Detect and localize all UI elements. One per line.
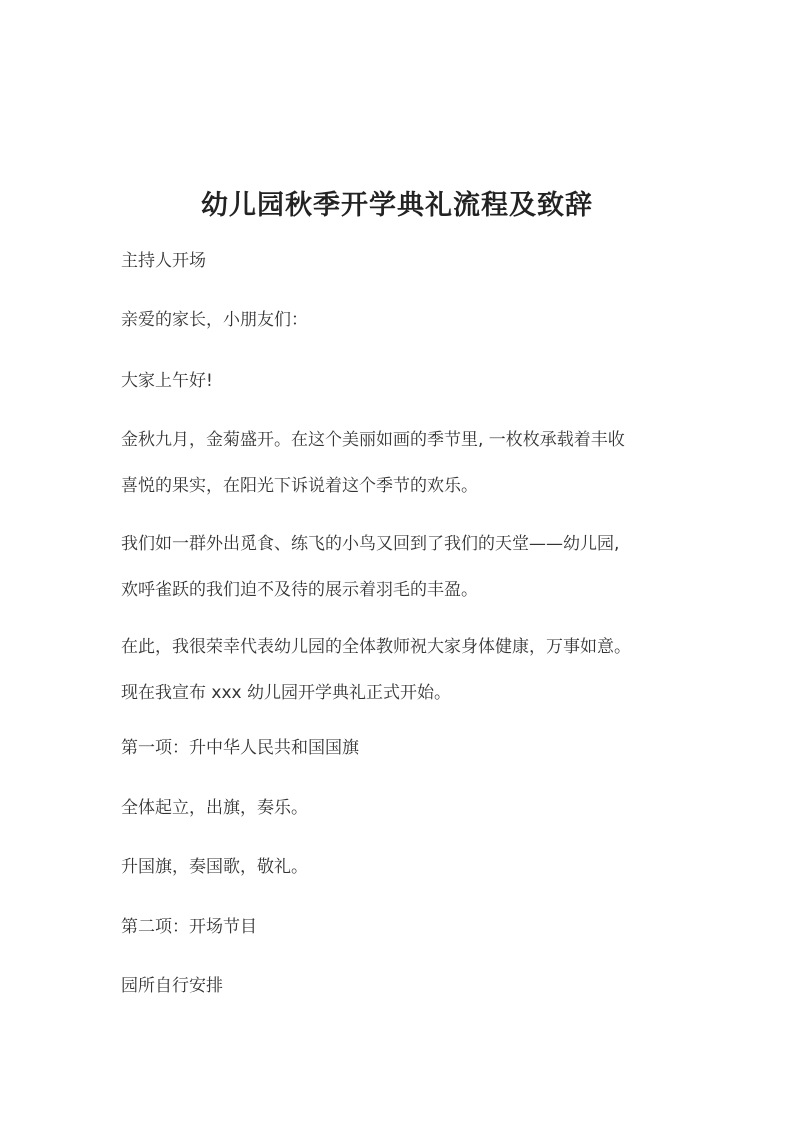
paragraph-line: 升国旗，奏国歌，敬礼。: [121, 857, 308, 877]
paragraph-line: 金秋九月，金菊盛开。在这个美丽如画的季节里, 一枚枚承载着丰收: [121, 430, 625, 450]
paragraph-line: 现在我宣布 xxx 幼儿园开学典礼正式开始。: [121, 683, 451, 703]
paragraph-item-two: [121, 912, 681, 942]
paragraph-birds: [121, 529, 681, 605]
paragraph-announcement: [121, 632, 681, 708]
paragraph-line: 第二项：开场节目: [121, 917, 257, 937]
paragraph-line: 喜悦的果实，在阳光下诉说着这个季节的欢乐。: [121, 476, 478, 496]
paragraph-autumn: [121, 425, 681, 501]
paragraph-arrangement: [121, 971, 681, 1001]
paragraph-line: 亲爱的家长，小朋友们：: [121, 310, 308, 330]
paragraph-item-one: [121, 733, 681, 763]
paragraph-flag-raising: [121, 852, 681, 882]
paragraph-line: 在此，我很荣幸代表幼儿园的全体教师祝大家身体健康，万事如意。: [121, 637, 631, 657]
paragraph-line: 园所自行安排: [121, 976, 223, 996]
paragraph-line: 主持人开场: [121, 251, 206, 271]
paragraph-host-opening: [121, 246, 681, 276]
paragraph-line: 欢呼雀跃的我们迫不及待的展示着羽毛的丰盈。: [121, 580, 478, 600]
paragraph-line: 第一项：升中华人民共和国国旗: [121, 738, 359, 758]
paragraph-line: 大家上午好!: [121, 371, 213, 391]
paragraph-greeting: [121, 305, 681, 335]
paragraph-line: 全体起立，出旗，奏乐。: [121, 798, 308, 818]
paragraph-line: 我们如一群外出觅食、练飞的小鸟又回到了我们的天堂——幼儿园,: [121, 534, 620, 554]
page-title: 幼儿园秋季开学典礼流程及致辞: [201, 190, 593, 221]
paragraph-stand-up: [121, 793, 681, 823]
paragraph-good-morning: [121, 366, 681, 396]
